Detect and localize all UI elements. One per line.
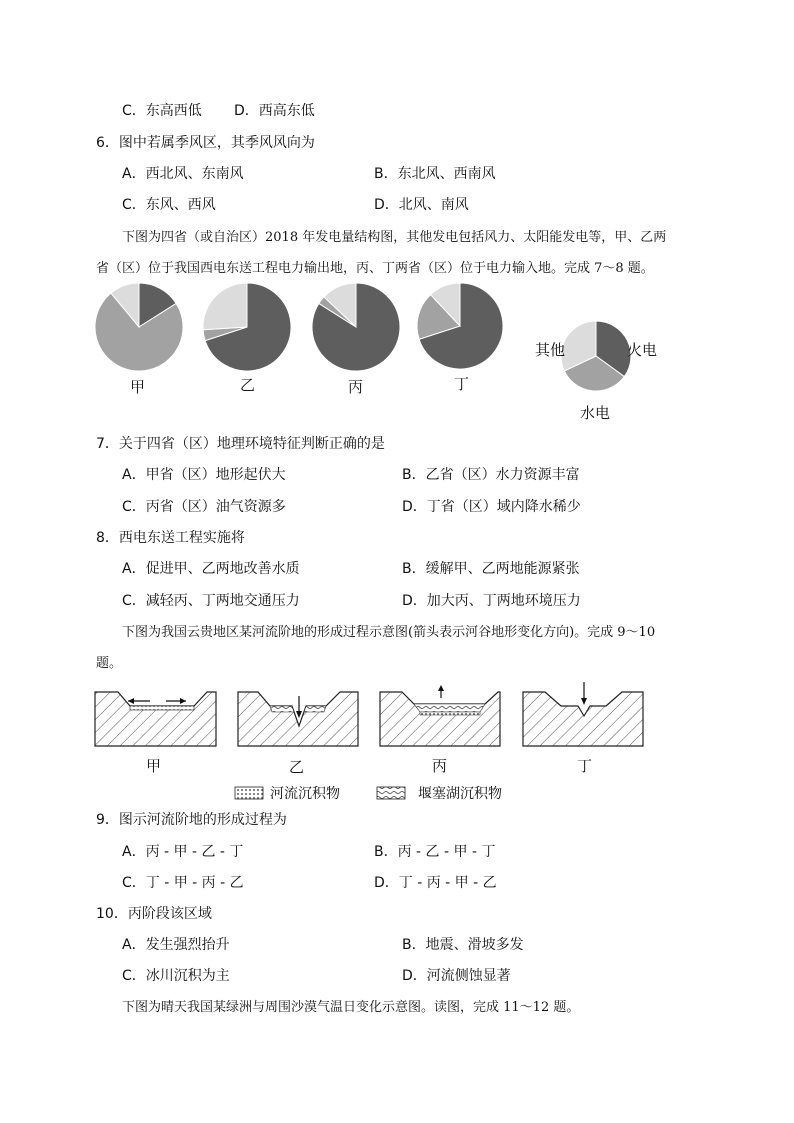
- legend-lake-swatch: [377, 787, 405, 799]
- q8-option-b: B．缓解甲、乙两地能源紧张: [402, 561, 580, 577]
- diagram-label-jia: 甲: [146, 757, 162, 775]
- q10-option-d: D．河流侧蚀显著: [402, 968, 511, 984]
- q8-stem: 8．西电东送工程实施将: [96, 530, 245, 546]
- diagram-label-bing: 丙: [432, 757, 448, 775]
- diagram-ding: [523, 682, 643, 746]
- pie-label-bing: 丙: [348, 378, 364, 396]
- q10-option-c: C．冰川沉积为主: [122, 968, 230, 984]
- legend-river-swatch: [235, 787, 263, 799]
- legend-lake-label: 堰塞湖沉积物: [418, 786, 502, 802]
- q7-option-d: D．丁省（区）域内降水稀少: [402, 499, 581, 515]
- diagram-yi: [238, 692, 358, 746]
- q6-option-a: A．西北风、东南风: [122, 166, 244, 182]
- q9-option-d: D．丁 - 丙 - 甲 - 乙: [374, 875, 497, 891]
- q10-stem: 10．丙阶段该区域: [96, 906, 212, 922]
- intro-7-8-line1: 下图为四省（或自治区）2018 年发电量结构图，其他发电包括风力、太阳能发电等，甲、乙两: [122, 230, 667, 245]
- q7-stem: 7．关于四省（区）地理环境特征判断正确的是: [96, 436, 385, 452]
- q5-option-c: C．东高西低: [122, 103, 202, 119]
- q7-option-c: C．丙省（区）油气资源多: [122, 499, 286, 515]
- q9-stem: 9．图示河流阶地的形成过程为: [96, 812, 287, 828]
- q8-option-d: D．加大丙、丁两地环境压力: [402, 593, 581, 609]
- intro-9-10-line1: 下图为我国云贵地区某河流阶地的形成过程示意图(箭头表示河谷地形变化方向)。完成 9～10: [122, 625, 656, 640]
- q8-option-a: A．促进甲、乙两地改善水质: [122, 561, 300, 577]
- pie-label-ding: 丁: [454, 375, 470, 393]
- intro-9-10-line2: 题。: [96, 656, 123, 671]
- river-sediment: [130, 706, 194, 710]
- legend-pie-hydro: 水电: [580, 404, 611, 422]
- q5-option-d: D．西高东低: [234, 103, 315, 119]
- q6-option-c: C．东风、西风: [122, 197, 216, 213]
- q9-option-a: A．丙 - 甲 - 乙 - 丁: [122, 844, 244, 860]
- legend-river-label: 河流沉积物: [270, 786, 340, 802]
- q6-option-b: B．东北风、西南风: [374, 166, 496, 182]
- diagram-label-yi: 乙: [289, 758, 305, 776]
- q6-option-d: D．北风、南风: [374, 197, 469, 213]
- diagram-jia: [95, 692, 216, 746]
- q9-option-c: C．丁 - 甲 - 丙 - 乙: [122, 875, 244, 891]
- lake-sediment: [270, 706, 294, 712]
- legend-pie-thermal: 火电: [627, 341, 658, 359]
- intro-11-12: 下图为晴天我国某绿洲与周围沙漠气温日变化示意图。读图，完成 11～12 题。: [122, 1000, 580, 1015]
- q7-option-b: B．乙省（区）水力资源丰富: [402, 467, 580, 483]
- legend-pie-other: 其他: [535, 341, 566, 359]
- pie-label-jia: 甲: [130, 378, 146, 396]
- intro-7-8-line2: 省（区）位于我国西电东送工程电力输出地，丙、丁两省（区）位于电力输入地。完成 7～8 题。: [96, 261, 654, 276]
- diagram-label-ding: 丁: [577, 757, 593, 775]
- q7-option-a: A．甲省（区）地形起伏大: [122, 467, 286, 483]
- q9-option-b: B．丙 - 乙 - 甲 - 丁: [374, 844, 496, 860]
- q8-option-c: C．减轻丙、丁两地交通压力: [122, 593, 300, 609]
- q10-option-a: A．发生强烈抬升: [122, 937, 230, 953]
- pie-label-yi: 乙: [240, 376, 256, 394]
- diagram-bing: [380, 685, 500, 746]
- q10-option-b: B．地震、滑坡多发: [402, 937, 524, 953]
- q6-stem: 6．图中若属季风区，其季风风向为: [96, 135, 315, 151]
